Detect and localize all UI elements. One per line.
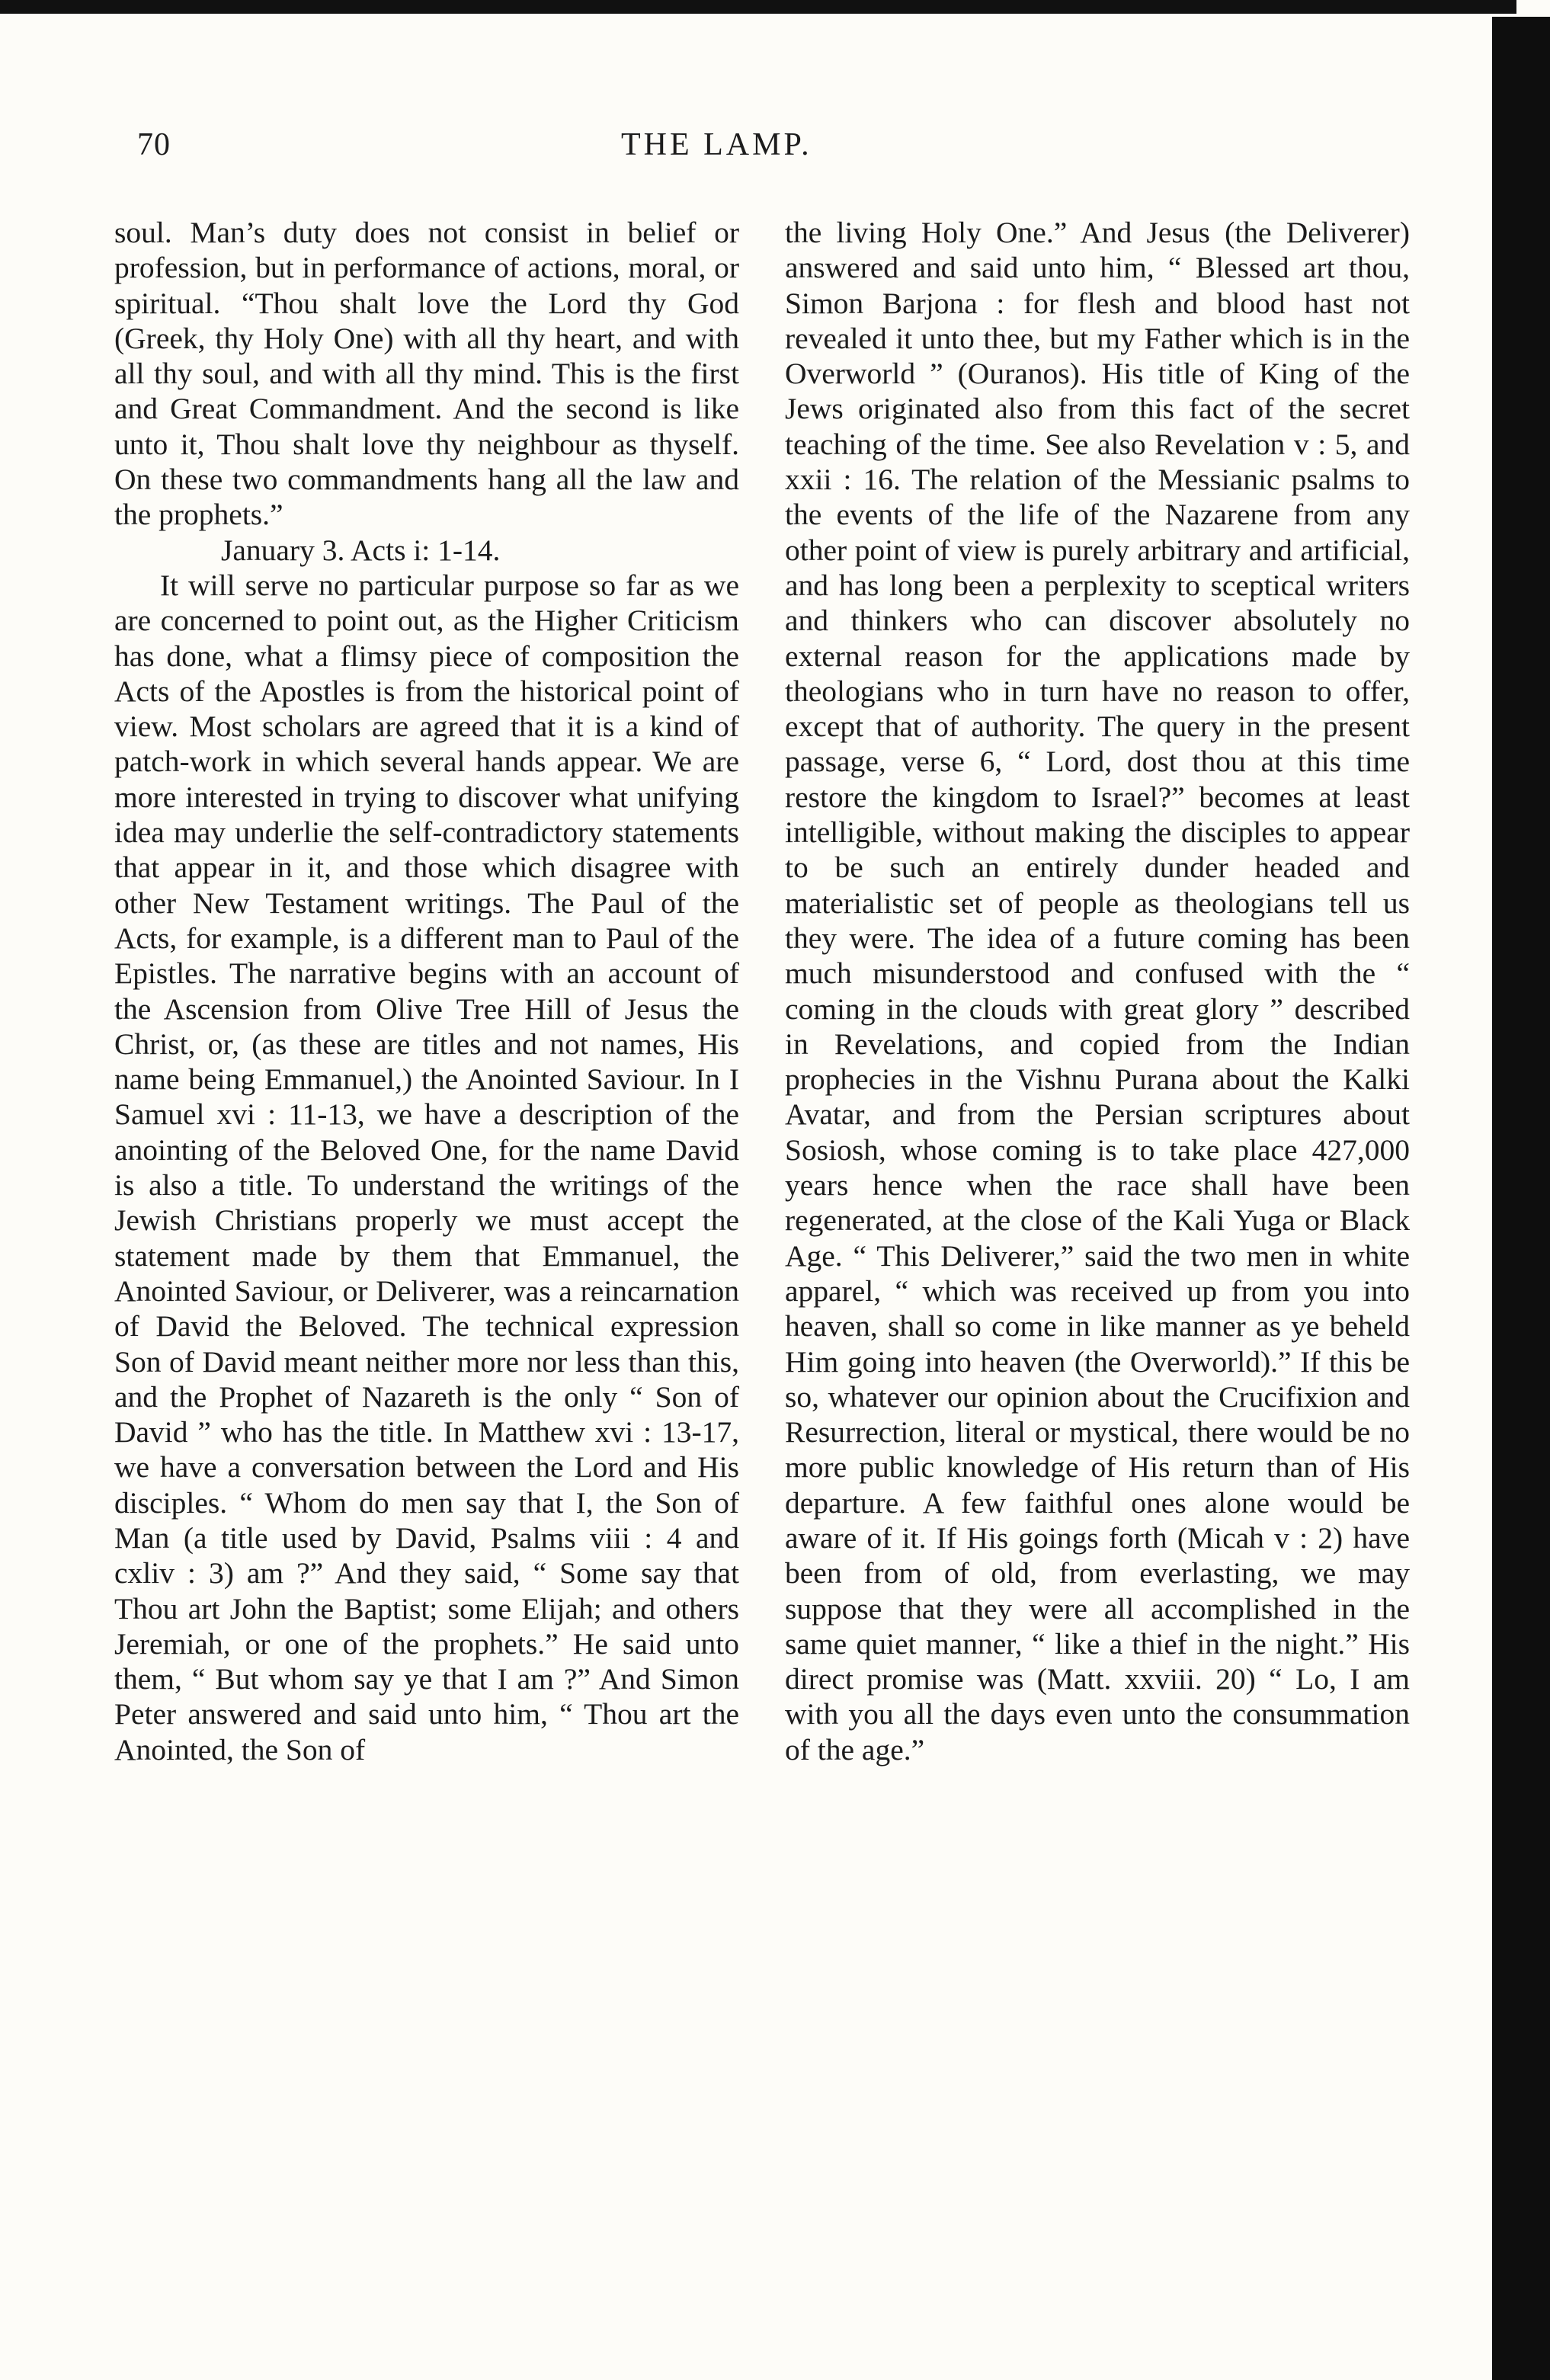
right-paragraph-1: the living Holy One.” And Jesus (the Deliverer) answered and said unto him, “ Blessed art thou, Simon Barjona : for flesh and blood hast not revealed it unto thee, but my Father which is in the Overworld ” (Ouranos). His title of King of the Jews originated also from this fact of the secret teaching of the time. See also Revelation v : 5, and xxii : 16. The relation of the Messianic psalms to the events of the life of the Nazarene from any other point of view is purely arbitrary and artificial, and has long been a perplexity to sceptical writers and thinkers who can discover absolutely no external reason for the applications made by theologians who in turn have no reason to offer, except that of authority. The query in the present passage, verse 6, “ Lord, dost thou at this time restore the kingdom to Israel?” becomes at least intelligible, without making the disciples to appear to be such an entirely dunder headed and materialistic set of people as theologians tell us they were. The idea of a future coming has been much misunderstood and confused with the “ coming in the clouds with great glory ” described in Revelations, and copied from the Indian prophecies in the Vishnu Purana about the Kalki Avatar, and from the Persian scriptures about Sosiosh, whose coming is to take place 427,000 years hence when the race shall have been regenerated, at the close of the Kali Yuga or Black Age. “ This Deliverer,” said the two men in white apparel, “ which was received up from you into heaven, shall so come in like manner as ye beheld Him going into heaven (the Overworld).” If this be so, whatever our opinion about the Crucifixion and Resurrection, literal or mystical, there would be no more public knowledge of His return than of His departure. A few faithful ones alone would be aware of it. If His goings forth (Micah v : 2) have been from of old, from everlasting, we may suppose that they were all accomplished in the same quiet manner, “ like a thief in the night.” His direct promise was (Matt. xxviii. 20) “ Lo, I am with you all the days even unto the consummation of the age.” [785,216,1410,1767]
running-title: THE LAMP. [621,127,812,162]
page-number: 70 [137,127,171,162]
left-paragraph-1: soul. Man’s duty does not consist in belief or profession, but in performance of actions, moral, or spiritual. “Thou shalt love the Lord thy God (Greek, thy Holy One) with all thy heart, and with all thy soul, and with all thy mind. This is the first and Great Commandment. And the second is like unto it, Thou shalt love thy neighbour as thyself. On these two commandments hang all the law and the prophets.” [114,216,739,532]
scan-edge-shadow [1492,17,1550,2380]
right-column [785,215,1410,1767]
top-rule [0,0,1516,14]
left-paragraph-2: It will serve no particular purpose so far as we are concerned to point out, as the Higher Criticism has done, what a flimsy piece of composition the Acts of the Apostles is from the historical point of view. Most scholars are agreed that it is a kind of patch-work in which several hands appear. We are more interested in trying to discover what unifying idea may underlie the self-contradictory statements that appear in it, and those which disagree with other New Testament writings. The Paul of the Acts, for example, is a different man to Paul of the Epistles. The narrative begins with an account of the Ascension from Olive Tree Hill of Jesus the Christ, or, (as these are titles and not names, His name being Emmanuel,) the Anointed Saviour. In I Samuel xvi : 11-13, we have a description of the anointing of the Beloved One, for the name David is also a title. To understand the writings of the Jewish Christians properly we must accept the statement made by them that Emmanuel, the Anointed Saviour, or Deliverer, was a reincarnation of David the Beloved. The technical expression Son of David meant neither more nor less than this, and the Prophet of Nazareth is the only “ Son of David ” who has the title. In Matthew xvi : 13-17, we have a conversation between the Lord and His disciples. “ Whom do men say that I, the Son of Man (a title used by David, Psalms viii : 4 and cxliv : 3) am ?” And they said, “ Some say that Thou art John the Baptist; some Elijah; and others Jeremiah, or one of the prophets.” He said unto them, “ But whom say ye that I am ?” And Simon Peter answered and said unto him, “ Thou art the Anointed, the Son of [114,568,739,1767]
dateline: January 3. Acts i: 1-14. [221,533,501,567]
left-column [114,215,739,1767]
